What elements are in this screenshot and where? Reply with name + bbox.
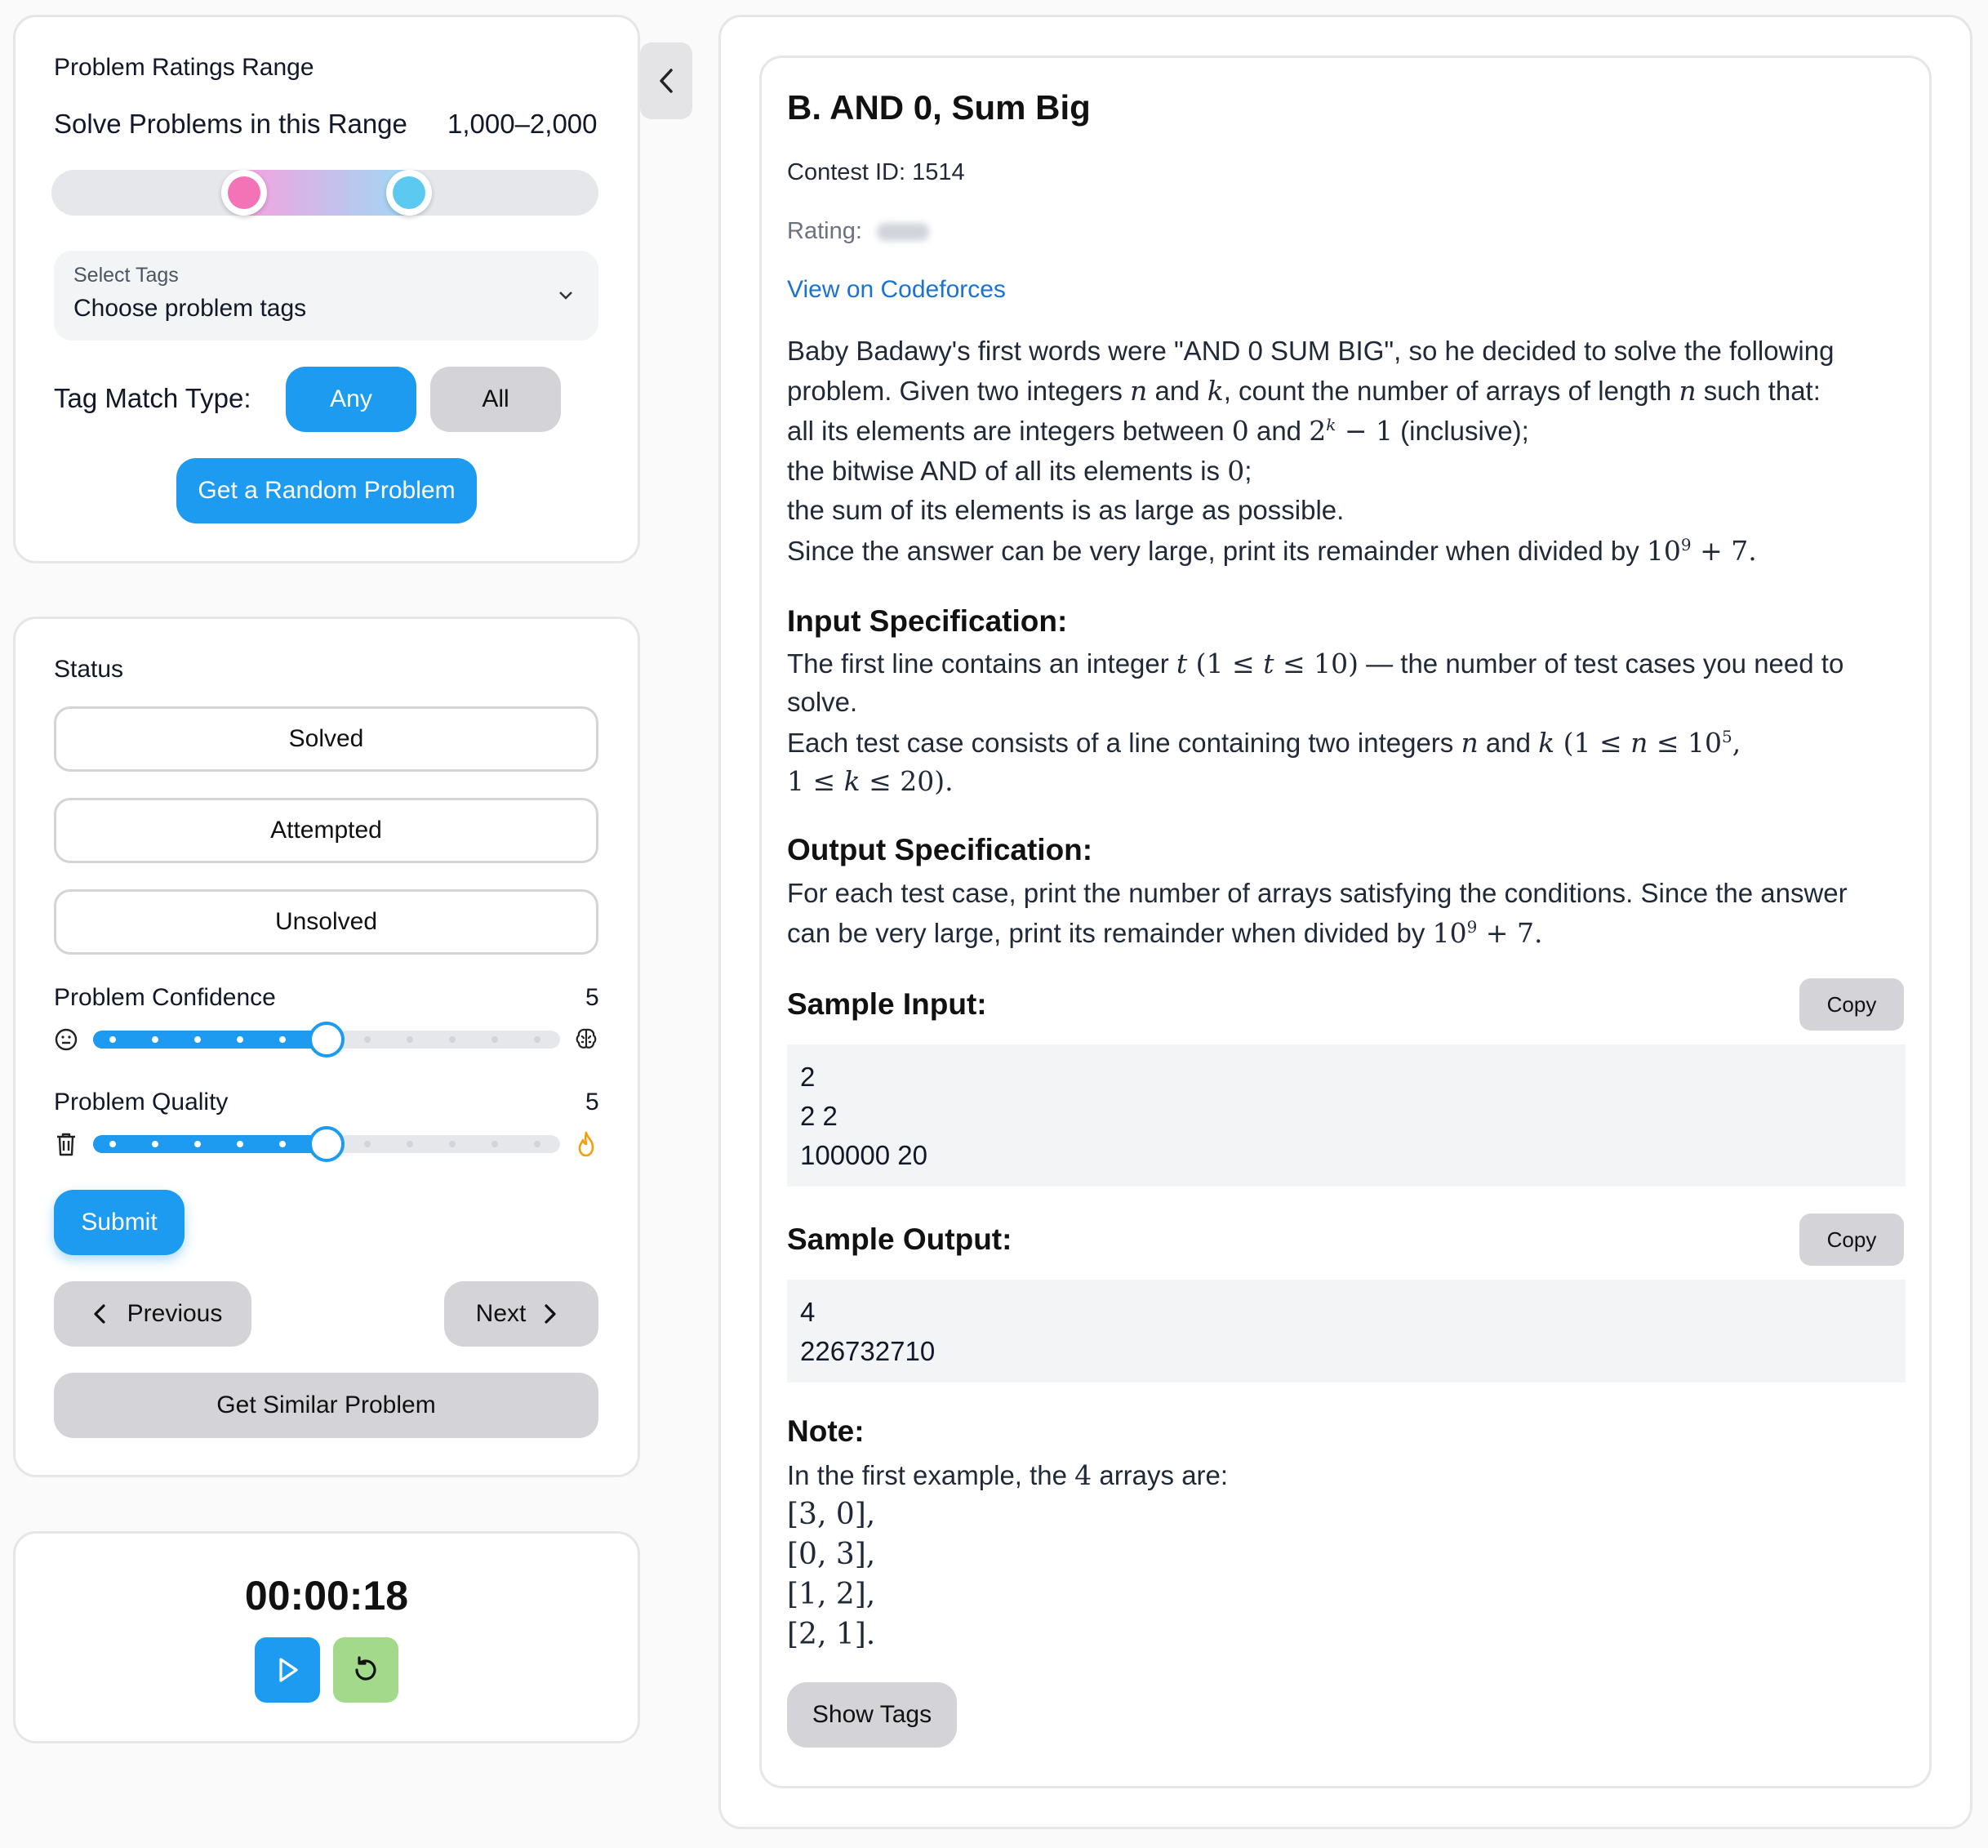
quality-thumb[interactable] bbox=[309, 1126, 345, 1162]
previous-button[interactable] bbox=[54, 1281, 251, 1347]
range-high-thumb[interactable] bbox=[386, 170, 432, 216]
text: the bitwise AND of all its elements is bbox=[787, 456, 1228, 486]
problem-title: B. AND 0, Sum Big bbox=[787, 88, 1091, 127]
text: — the number of test cases you need to bbox=[1358, 648, 1844, 679]
text: can be very large, print its remainder when divided by bbox=[787, 918, 1433, 948]
range-fill bbox=[242, 170, 408, 216]
slider-dot bbox=[109, 1036, 116, 1043]
statement-line-2 bbox=[787, 375, 1821, 407]
math: n bbox=[1130, 375, 1148, 407]
math: 0 bbox=[1231, 415, 1249, 447]
random-problem-button[interactable]: Get a Random Problem bbox=[176, 458, 477, 523]
confidence-value: 5 bbox=[585, 984, 599, 1011]
text: and bbox=[1478, 728, 1539, 758]
slider-dot bbox=[407, 1036, 413, 1043]
chevron-left-icon bbox=[83, 1298, 116, 1330]
tags-select-value: Choose problem tags bbox=[73, 295, 307, 322]
next-button[interactable] bbox=[444, 1281, 598, 1347]
play-button[interactable] bbox=[255, 1637, 320, 1703]
output-line-2 bbox=[787, 917, 1542, 949]
text: ; bbox=[1244, 456, 1252, 486]
math: k bbox=[1207, 375, 1224, 407]
rating-label bbox=[787, 218, 929, 245]
confidence-thumb[interactable] bbox=[309, 1022, 345, 1058]
math: n bbox=[1679, 375, 1697, 407]
previous-label: Previous bbox=[127, 1300, 223, 1327]
slider-dot bbox=[109, 1141, 116, 1147]
chevron-left-icon bbox=[640, 42, 692, 119]
statement-line-4 bbox=[787, 455, 1252, 487]
sample-input-line: 2 bbox=[800, 1062, 816, 1092]
slider-dot bbox=[364, 1141, 371, 1147]
statement-line-6 bbox=[787, 535, 1757, 567]
play-icon bbox=[271, 1654, 304, 1686]
show-tags-button[interactable]: Show Tags bbox=[787, 1682, 957, 1748]
chevron-down-icon bbox=[557, 286, 575, 304]
output-line-1: For each test case, print the number of arrays satisfying the conditions. Since the answer bbox=[787, 878, 1848, 908]
quality-slider[interactable] bbox=[93, 1135, 560, 1153]
tag-match-label: Tag Match Type: bbox=[54, 383, 251, 413]
neutral-face-icon bbox=[54, 1027, 78, 1056]
note-array: [1, 2], bbox=[787, 1578, 876, 1611]
text: Each test case consists of a line containing two integers bbox=[787, 728, 1461, 758]
text: arrays are: bbox=[1092, 1460, 1229, 1490]
sample-input-line: 2 2 bbox=[800, 1101, 838, 1131]
rating-value-blurred bbox=[877, 223, 929, 241]
slider-dot bbox=[491, 1036, 498, 1043]
range-value: 1,000–2,000 bbox=[447, 109, 598, 139]
range-low-thumb[interactable] bbox=[221, 170, 267, 216]
text: (inclusive); bbox=[1392, 416, 1529, 446]
math: 4 bbox=[1074, 1459, 1092, 1491]
chevron-right-icon bbox=[534, 1298, 567, 1330]
codeforces-link[interactable]: View on Codeforces bbox=[787, 276, 1006, 303]
sample-input-block bbox=[787, 1044, 1906, 1187]
flame-icon bbox=[575, 1130, 598, 1162]
timer-panel bbox=[13, 1531, 640, 1743]
copy-input-button[interactable]: Copy bbox=[1799, 978, 1904, 1031]
range-label: Solve Problems in this Range bbox=[54, 109, 407, 139]
slider-dot bbox=[534, 1141, 540, 1147]
output-spec-title: Output Specification: bbox=[787, 833, 1093, 866]
confidence-label: Problem Confidence bbox=[54, 984, 276, 1011]
timer-display: 00:00:18 bbox=[244, 1573, 409, 1619]
statement-line-1: Baby Badawy's first words were "AND 0 SUM BIG", so he decided to solve the following bbox=[787, 336, 1835, 366]
text: In the first example, the bbox=[787, 1460, 1075, 1490]
slider-dot bbox=[491, 1141, 498, 1147]
input-line-4: 1 ≤ k ≤ 20). bbox=[787, 765, 954, 797]
statement-line-5: the sum of its elements is as large as possible. bbox=[787, 495, 1345, 525]
status-unsolved-button[interactable]: Unsolved bbox=[54, 889, 598, 955]
copy-output-button[interactable]: Copy bbox=[1799, 1213, 1904, 1266]
slider-dot bbox=[152, 1036, 158, 1043]
sample-output-block bbox=[787, 1280, 1906, 1383]
similar-problem-button[interactable]: Get Similar Problem bbox=[54, 1373, 598, 1438]
tags-select-label: Select Tags bbox=[73, 264, 179, 287]
sample-input-title: Sample Input: bbox=[787, 987, 987, 1021]
reset-button[interactable] bbox=[333, 1637, 398, 1703]
math: 0 bbox=[1227, 455, 1245, 487]
next-label: Next bbox=[475, 1300, 527, 1327]
slider-dot bbox=[534, 1036, 540, 1043]
math: $10^9 + 7$. bbox=[1432, 917, 1543, 949]
note-title: Note: bbox=[787, 1414, 865, 1448]
math: k ($1 \le n \le 10^5$, bbox=[1538, 727, 1741, 759]
brain-icon bbox=[573, 1026, 599, 1056]
slider-dot bbox=[364, 1036, 371, 1043]
slider-dot bbox=[152, 1141, 158, 1147]
text: and bbox=[1147, 376, 1207, 406]
ratings-title: Problem Ratings Range bbox=[54, 54, 314, 81]
status-title: Status bbox=[54, 656, 124, 683]
text: The first line contains an integer bbox=[787, 648, 1176, 679]
slider-dot bbox=[449, 1141, 456, 1147]
sample-input-line: 100000 20 bbox=[800, 1140, 927, 1170]
status-attempted-button[interactable]: Attempted bbox=[54, 798, 598, 863]
note-array: [0, 3], bbox=[787, 1538, 876, 1571]
slider-dot bbox=[279, 1141, 286, 1147]
input-line-1 bbox=[787, 648, 1843, 679]
tag-match-any-button[interactable]: Any bbox=[286, 367, 416, 432]
text: all its elements are integers between bbox=[787, 416, 1232, 446]
input-line-2: solve. bbox=[787, 687, 858, 717]
slider-dot bbox=[194, 1036, 201, 1043]
input-line-3 bbox=[787, 727, 1741, 759]
quality-fill bbox=[93, 1135, 327, 1153]
math: n bbox=[1461, 727, 1479, 759]
status-solved-button[interactable]: Solved bbox=[54, 706, 598, 772]
text: problem. Given two integers bbox=[787, 376, 1131, 406]
text: and bbox=[1248, 416, 1310, 446]
tag-match-all-button[interactable]: All bbox=[430, 367, 561, 432]
slider-dot bbox=[407, 1141, 413, 1147]
quality-value: 5 bbox=[585, 1089, 599, 1115]
slider-dot bbox=[449, 1036, 456, 1043]
sample-output-line: 226732710 bbox=[800, 1336, 936, 1366]
slider-dot bbox=[194, 1141, 201, 1147]
math: $2^k - 1$ bbox=[1309, 415, 1393, 447]
input-spec-title: Input Specification: bbox=[787, 604, 1068, 638]
note-line-1 bbox=[787, 1459, 1228, 1491]
sample-output-title: Sample Output: bbox=[787, 1222, 1012, 1256]
text: such that: bbox=[1696, 376, 1821, 406]
quality-label: Problem Quality bbox=[54, 1089, 229, 1115]
slider-dot bbox=[237, 1141, 243, 1147]
rating-range-slider[interactable] bbox=[51, 170, 598, 216]
math: $10^9 + 7$. bbox=[1646, 535, 1757, 567]
slider-dot bbox=[279, 1036, 286, 1043]
slider-dot bbox=[237, 1036, 243, 1043]
math: t (1 ≤ t ≤ 10) bbox=[1176, 648, 1359, 679]
reset-icon bbox=[349, 1654, 382, 1686]
collapse-sidebar-button[interactable] bbox=[640, 42, 692, 119]
submit-button[interactable]: Submit bbox=[54, 1190, 185, 1255]
text: Since the answer can be very large, print its remainder when divided by bbox=[787, 536, 1647, 566]
confidence-fill bbox=[93, 1031, 327, 1049]
statement-line-3 bbox=[787, 415, 1529, 447]
note-array: [2, 1]. bbox=[787, 1618, 876, 1651]
rating-label-text: Rating: bbox=[787, 218, 862, 244]
sample-output-line: 4 bbox=[800, 1297, 816, 1327]
note-array: [3, 0], bbox=[787, 1498, 876, 1531]
trash-icon bbox=[54, 1131, 78, 1161]
text: , count the number of arrays of length bbox=[1223, 376, 1679, 406]
confidence-slider[interactable] bbox=[93, 1031, 560, 1049]
contest-id: Contest ID: 1514 bbox=[787, 159, 965, 185]
